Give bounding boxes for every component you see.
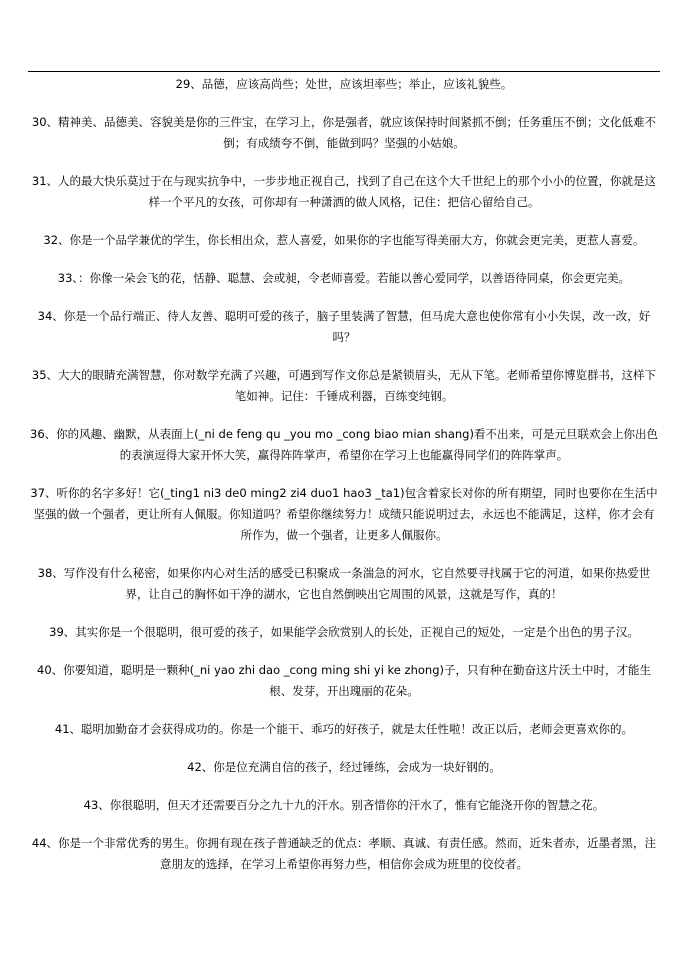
- paragraph-31: 31、人的最大快乐莫过于在与现实抗争中，一步步地正视自己，找到了自己在这个大千世纪上的那个小小的位置，你就是这样一个平凡的女孩，可你却有一种潇洒的做人风格，记住：把信心留给自己。: [31, 174, 657, 209]
- paragraph-36: 36、你的风趣、幽默，从表面上(_ni de feng qu _you mo _cong biao mian shang)看不出来，可是元旦联欢会上你出色的表演逗得大家开怀大笑，赢得阵阵掌声，希望你在学习上也能赢得同学们的阵阵掌声。: [30, 427, 658, 462]
- header-rule: [28, 71, 660, 72]
- paragraph-41: 41、聪明加勤奋才会获得成功的。你是一个能干、乖巧的好孩子，就是太任性啦！改正以后，老师会更喜欢你的。: [54, 722, 634, 736]
- paragraph-40: 40、你要知道，聪明是一颗种(_ni yao zhi dao _cong ming shi yi ke zhong)子，只有种在勤奋这片沃土中时，才能生根、发芽，开出瑰丽的花朵。: [37, 663, 651, 698]
- paragraph-43: 43、你很聪明，但天才还需要百分之九十九的汗水。别吝惜你的汗水了，惟有它能浇开你的智慧之花。: [83, 798, 605, 812]
- paragraph-37: 37、听你的名字多好！它(_ting1 ni3 de0 ming2 zi4 duo1 hao3 _ta1)包含着家长对你的所有期望，同时也要你在生活中坚强的做一个强者，更让所有人佩服。你知道吗？希望你继续努力！成绩只能说明过去，永远也不能满足，这样，你才会有所作为，做一个强者，让更多人佩服你。: [30, 486, 658, 542]
- paragraph-30: 30、精神美、品德美、容貌美是你的三件宝，在学习上，你是强者，就应该保持时间紧抓不倒；任务重压不倒；文化低难不倒；有成绩夸不倒，能做到吗？坚强的小姑娘。: [31, 115, 657, 150]
- paragraph-32: 32、你是一个品学兼优的学生，你长相出众，惹人喜爱，如果你的字也能写得美丽大方，你就会更完美，更惹人喜爱。: [43, 233, 645, 247]
- paragraph-39: 39、其实你是一个很聪明，很可爱的孩子，如果能学会欣赏别人的长处，正视自己的短处，一定是个出色的男子汉。: [49, 625, 639, 639]
- paragraph-38: 38、写作没有什么秘密，如果你内心对生活的感受已积聚成一条湍急的河水，它自然要寻找属于它的河道，如果你热爱世界，让自己的胸怀如干净的湖水，它也自然倒映出它周围的风景，这就是写作，真的！: [37, 566, 651, 601]
- document-body: [28, 74, 660, 875]
- paragraph-42: 42、你是位充满自信的孩子，经过锤练，会成为一块好钢的。: [187, 760, 501, 774]
- paragraph-33: 33、：你像一朵会飞的花，恬静、聪慧、会或昶，令老师喜爱。若能以善心爱同学，以善语待同桌，你会更完美。: [57, 271, 631, 285]
- paragraph-34: 34、你是一个品行端正、待人友善、聪明可爱的孩子，脑子里装满了智慧，但马虎大意也使你常有小小失误，改一改，好吗？: [37, 309, 651, 344]
- paragraph-44: 44、你是一个非常优秀的男生。你拥有现在孩子普通缺乏的优点：孝顺、真诚、有责任感。然而，近朱者赤，近墨者黑，注意朋友的选择，在学习上希望你再努力些，相信你会成为班里的佼佼者。: [31, 836, 657, 871]
- paragraph-35: 35、大大的眼睛充满智慧，你对数学充满了兴趣，可遇到写作文你总是紧锁眉头，无从下笔。老师希望你博览群书，这样下笔如神。记住：千锤成利器，百练变纯钢。: [31, 368, 657, 403]
- paragraph-29: 29、品德，应该高尚些；处世，应该坦率些；举止，应该礼貌些。: [175, 77, 513, 91]
